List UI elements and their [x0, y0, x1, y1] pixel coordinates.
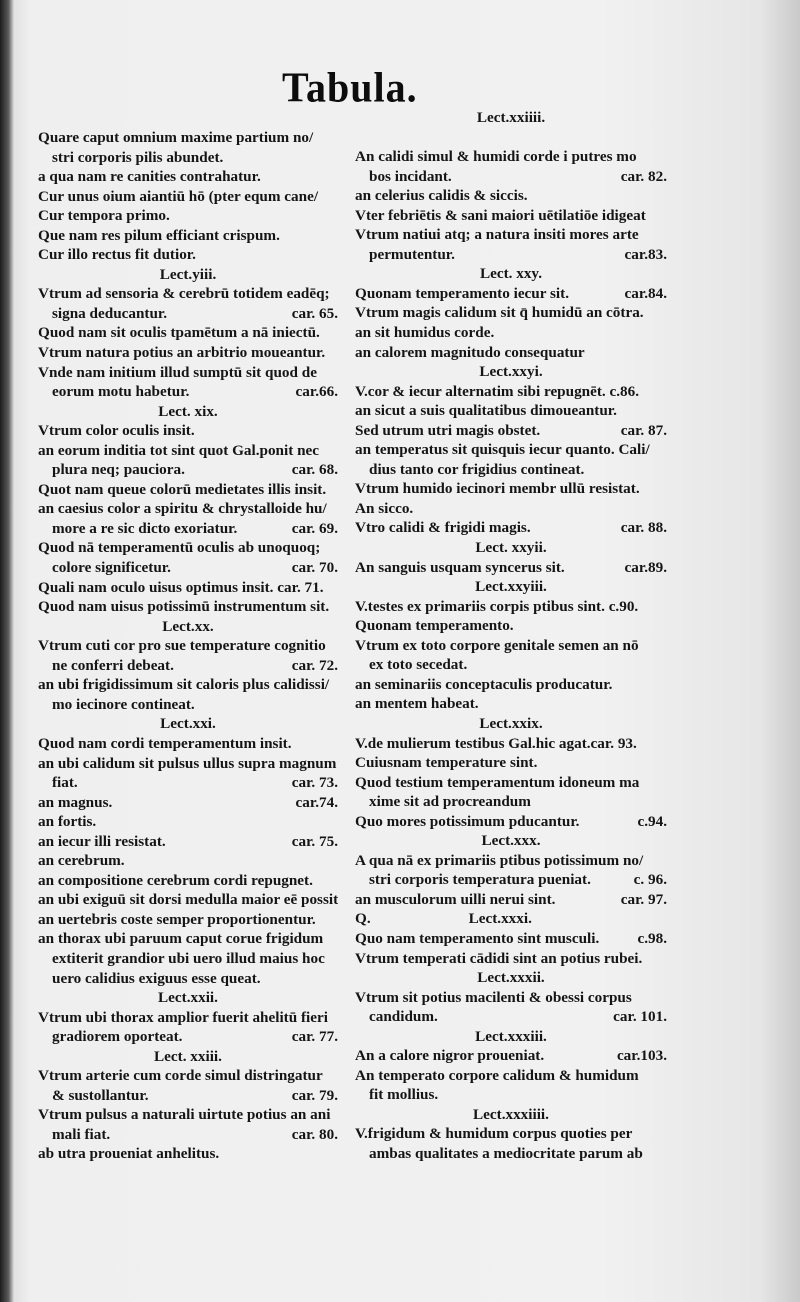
- index-entry: [38, 343, 338, 363]
- entry-text: An calidi simul & humidi corde i putres mo: [355, 148, 637, 166]
- index-entry: [38, 304, 338, 324]
- entry-text: an iecur illi resistat.: [38, 832, 166, 850]
- entry-text: & sustollantur.: [52, 1086, 149, 1104]
- index-entry: [38, 245, 338, 265]
- entry-text: Vtrum magis calidum sit q̄ humidū an cōtra.: [355, 304, 644, 322]
- index-entry: [38, 128, 338, 148]
- right-column: [355, 108, 667, 1164]
- entry-text: mali fiat.: [52, 1125, 111, 1143]
- lecture-heading: [355, 968, 667, 988]
- lecture-heading: [38, 1047, 338, 1067]
- index-entry: [38, 480, 338, 500]
- entry-text: an calorem magnitudo consequatur: [355, 343, 585, 361]
- page-reference: car. 80.: [291, 1125, 338, 1143]
- entry-text: An temperato corpore calidum & humidum: [355, 1066, 639, 1084]
- lecture-heading: [38, 988, 338, 1008]
- page-gutter-shadow: [0, 0, 14, 1302]
- index-entry: [355, 949, 667, 969]
- entry-text: Quod nam sit oculis tpamētum a nā iniectū.: [38, 324, 320, 342]
- entry-text: Quot nam queue colorū medietates illis insit.: [38, 480, 327, 498]
- entry-text: Cur illo rectus fit dutior.: [38, 246, 196, 264]
- index-entry: [355, 558, 667, 578]
- page-reference: car. 73.: [291, 774, 338, 792]
- index-entry: [355, 518, 667, 538]
- page-reference: car.74.: [295, 793, 338, 811]
- entry-text: An a calore nigror proueniat.: [355, 1047, 545, 1065]
- page-reference: car. 75.: [291, 832, 338, 850]
- index-entry: [355, 303, 667, 323]
- entry-text: An sicco.: [355, 499, 414, 517]
- page-reference: car.89.: [624, 558, 667, 576]
- entry-text: uero calidius exiguus esse queat.: [52, 969, 261, 987]
- heading-text: Lect. xxyii.: [475, 539, 547, 557]
- entry-text: Vtrum natura potius an arbitrio moueantur.: [38, 344, 326, 362]
- entry-text: Vtrum color oculis insit.: [38, 422, 195, 440]
- heading-text: Lect.xxii.: [158, 989, 218, 1007]
- page-reference: car. 87.: [620, 421, 667, 439]
- index-entry: [355, 675, 667, 695]
- index-entry: [355, 499, 667, 519]
- index-entry: [355, 440, 667, 460]
- page-reference: c.94.: [637, 812, 667, 830]
- heading-text: Lect.xxix.: [479, 714, 543, 732]
- index-entry: [38, 929, 338, 949]
- index-entry: [38, 851, 338, 871]
- index-entry: [355, 616, 667, 636]
- entry-text: Quo mores potissimum pducantur.: [355, 812, 580, 830]
- entry-text: Vtrum arterie cum corde simul distringatur: [38, 1067, 323, 1085]
- entry-text: colore significetur.: [52, 559, 171, 577]
- index-entry: [355, 460, 667, 480]
- index-entry: [38, 460, 338, 480]
- entry-text: An sanguis usquam syncerus sit.: [355, 558, 565, 576]
- index-entry: [355, 636, 667, 656]
- page-title: Tabula.: [282, 63, 418, 112]
- index-entry: [355, 929, 667, 949]
- page-reference: car. 88.: [620, 519, 667, 537]
- index-entry: [355, 186, 667, 206]
- entry-text: V.testes ex primariis corpis ptibus sint. c.90.: [355, 597, 639, 615]
- index-entry: [38, 656, 338, 676]
- entry-text: an sit humidus corde.: [355, 324, 495, 342]
- index-entry: [38, 910, 338, 930]
- page-reference: car. 77.: [291, 1028, 338, 1046]
- index-entry: [355, 597, 667, 617]
- index-entry: [38, 1027, 338, 1047]
- index-entry: [38, 558, 338, 578]
- entry-text: an fortis.: [38, 813, 97, 831]
- entry-text: more a re sic dicto exoriatur.: [52, 519, 238, 537]
- page-reference: car. 69.: [291, 519, 338, 537]
- lecture-heading: Lect.xxxi.: [468, 910, 532, 928]
- index-entry: [38, 421, 338, 441]
- index-entry: [38, 812, 338, 832]
- entry-text: an cerebrum.: [38, 852, 125, 870]
- entry-text: an sicut a suis qualitatibus dimoueantur.: [355, 402, 617, 420]
- entry-text: A qua nā ex primariis ptibus potissimum no/: [355, 851, 644, 869]
- heading-text: Lect.xxi.: [160, 715, 216, 733]
- entry-text: candidum.: [369, 1008, 438, 1026]
- index-entry: [38, 597, 338, 617]
- index-entry: [355, 343, 667, 363]
- entry-text: eorum motu habetur.: [52, 383, 190, 401]
- entry-text: an mentem habeat.: [355, 695, 479, 713]
- heading-text: Lect. xxy.: [479, 265, 542, 283]
- entry-text: Vtrum humido iecinori membr ullū resistat.: [355, 480, 640, 498]
- index-entry: [355, 655, 667, 675]
- page-reference: car. 70.: [291, 559, 338, 577]
- entry-text: an musculorum uilli nerui sint.: [355, 890, 556, 908]
- index-entry: [38, 323, 338, 343]
- lecture-heading: [38, 402, 338, 422]
- lecture-heading: [355, 831, 667, 851]
- entry-text: bos incidant.: [369, 167, 452, 185]
- entry-text: Cur tempora primo.: [38, 207, 170, 225]
- index-entry: [38, 441, 338, 461]
- page-reference: car. 68.: [291, 461, 338, 479]
- index-entry: [38, 363, 338, 383]
- index-entry: [38, 734, 338, 754]
- heading-text: Lect. xix.: [158, 402, 218, 420]
- page-reference: car. 97.: [620, 890, 667, 908]
- entry-text: an ubi calidum sit pulsus ullus supra magnum: [38, 754, 337, 772]
- index-entry: [355, 323, 667, 343]
- index-entry: [38, 519, 338, 539]
- index-entry: [38, 754, 338, 774]
- heading-text: Lect.yiii.: [159, 265, 217, 283]
- page-reference: car. 72.: [291, 656, 338, 674]
- index-entry: [355, 870, 667, 890]
- entry-text: Que nam res pilum efficiant crispum.: [38, 226, 280, 244]
- entry-text: Quonam temperamento iecur sit.: [355, 284, 569, 302]
- entry-text: V.frigidum & humidum corpus quoties per: [355, 1125, 633, 1143]
- entry-text: Cur unus oium aiantiū hō (pter equm cane/: [38, 187, 319, 205]
- index-entry: [38, 1086, 338, 1106]
- index-entry: [355, 773, 667, 793]
- index-entry: [38, 284, 338, 304]
- index-entry: [355, 225, 667, 245]
- index-entry: [38, 890, 338, 910]
- entry-text: mo iecinore contineat.: [52, 695, 195, 713]
- lecture-heading: [355, 1027, 667, 1047]
- index-entry: [38, 148, 338, 168]
- heading-text: Lect.xxyiii.: [475, 578, 547, 596]
- index-entry: [38, 636, 338, 656]
- entry-text: Vtrum ubi thorax amplior fuerit ahelitū fieri: [38, 1008, 328, 1026]
- entry-text: an thorax ubi paruum caput corue frigidum: [38, 930, 324, 948]
- entry-text: an celerius calidis & siccis.: [355, 187, 528, 205]
- page-reference: car. 65.: [291, 304, 338, 322]
- page-reference: car.83.: [624, 245, 667, 263]
- entry-text: extiterit grandior ubi uero illud maius hoc: [52, 949, 325, 967]
- entry-text: Vtrum ad sensoria & cerebrū totidem eadēq;: [38, 285, 330, 303]
- index-entry: [38, 1125, 338, 1145]
- index-entry: [355, 734, 667, 754]
- index-entry: [38, 187, 338, 207]
- index-entry: [355, 1124, 667, 1144]
- index-entry: [355, 1085, 667, 1105]
- entry-text: Quod nā temperamentū oculis ab unoquoq;: [38, 539, 321, 557]
- index-entry: [38, 695, 338, 715]
- index-entry: [38, 167, 338, 187]
- lecture-heading: [38, 265, 338, 285]
- entry-text: Vtrum pulsus a naturali uirtute potius an ani: [38, 1106, 331, 1124]
- index-entry: [38, 1144, 338, 1164]
- index-entry: [355, 1066, 667, 1086]
- entry-text: a qua nam re canities contrahatur.: [38, 168, 261, 186]
- entry-text: an ubi frigidissimum sit caloris plus calidissi/: [38, 676, 330, 694]
- index-entry: [355, 382, 667, 402]
- entry-text: Cuiusnam temperature sint.: [355, 754, 538, 772]
- entry-text: Quali nam oculo uisus optimus insit. car. 71.: [38, 578, 324, 596]
- index-entry: [355, 1046, 667, 1066]
- entry-text: xime sit ad procreandum: [369, 793, 531, 811]
- lecture-heading: [355, 108, 667, 128]
- index-entry: [355, 479, 667, 499]
- entry-text: ambas qualitates a mediocritate parum ab: [369, 1144, 643, 1162]
- heading-text: Lect.xx.: [162, 617, 214, 635]
- heading-text: Lect.xxiiii.: [476, 109, 546, 126]
- index-entry: [355, 245, 667, 265]
- heading-text: Lect.xxxiiii.: [473, 1105, 549, 1123]
- entry-text: Quare caput omnium maxime partium no/: [38, 129, 314, 146]
- entry-text: fiat.: [52, 774, 78, 792]
- index-entry: [38, 1008, 338, 1028]
- entry-text: an caesius color a spiritu & chrystalloide hu/: [38, 500, 327, 518]
- entry-text: Vter febriētis & sani maiori uētilatiōe idigeat: [355, 206, 646, 224]
- index-entry: [355, 128, 667, 148]
- heading-text: Lect.xxyi.: [479, 363, 543, 381]
- entry-text: gradiorem oporteat.: [52, 1028, 183, 1046]
- page-reference: c.98.: [637, 929, 667, 947]
- entry-text: an uertebris coste semper proportionentur.: [38, 910, 316, 928]
- index-entry: [38, 538, 338, 558]
- entry-text: permutentur.: [369, 245, 455, 263]
- entry-text: an magnus.: [38, 793, 113, 811]
- index-entry: [355, 421, 667, 441]
- index-entry: [38, 1105, 338, 1125]
- entry-text: an seminariis conceptaculis producatur.: [355, 675, 613, 693]
- entry-text: an temperatus sit quisquis iecur quanto. Cali/: [355, 441, 650, 459]
- page-reference: car.84.: [624, 284, 667, 302]
- entry-text: Vtrum temperati cādidi sint an potius rubei.: [355, 949, 643, 967]
- entry-text: plura neq; pauciora.: [52, 461, 185, 479]
- page-reference: car. 82.: [620, 167, 667, 185]
- index-entry: [355, 694, 667, 714]
- index-entry: [355, 401, 667, 421]
- lecture-heading: [355, 1105, 667, 1125]
- index-entry: [355, 909, 667, 929]
- lecture-heading: [38, 714, 338, 734]
- index-entry: [355, 147, 667, 167]
- entry-text: V.de mulierum testibus Gal.hic agat.car. 93.: [355, 734, 637, 752]
- lecture-heading: [355, 577, 667, 597]
- entry-text: stri corporis temperatura pueniat.: [369, 871, 591, 889]
- index-entry: [38, 871, 338, 891]
- entry-text: ne conferri debeat.: [52, 656, 174, 674]
- lecture-heading: [38, 617, 338, 637]
- entry-text: signa deducantur.: [52, 304, 168, 322]
- index-entry: [38, 226, 338, 246]
- index-entry: [38, 499, 338, 519]
- index-entry: [355, 1144, 667, 1164]
- index-entry: [38, 969, 338, 989]
- index-entry: [355, 753, 667, 773]
- lecture-heading: [355, 538, 667, 558]
- index-entry: [355, 812, 667, 832]
- lecture-heading: [355, 362, 667, 382]
- index-entry: [38, 382, 338, 402]
- entry-text: Vtrum cuti cor pro sue temperature cognitio: [38, 637, 326, 655]
- heading-text: Lect.xxxiii.: [475, 1027, 547, 1045]
- index-entry: [355, 206, 667, 226]
- entry-text: an eorum inditia tot sint quot Gal.ponit nec: [38, 441, 319, 459]
- entry-text: Vnde nam initium illud sumptū sit quod de: [38, 363, 317, 381]
- page-reference: c. 96.: [633, 871, 667, 889]
- index-entry: [355, 890, 667, 910]
- entry-text: Q.: [355, 910, 371, 928]
- entry-text: ab utra proueniat anhelitus.: [38, 1145, 220, 1163]
- heading-text: Lect. xxiii.: [154, 1047, 222, 1065]
- entry-text: Vtrum ex toto corpore genitale semen an nō: [355, 636, 639, 654]
- index-entry: [38, 1066, 338, 1086]
- entry-text: V.cor & iecur alternatim sibi repugnēt. c.86.: [355, 382, 640, 400]
- entry-text: Quo nam temperamento sint musculi.: [355, 929, 600, 947]
- page-reference: car.103.: [616, 1047, 667, 1065]
- index-entry: [355, 988, 667, 1008]
- index-entry: [355, 792, 667, 812]
- entry-text: Quod nam uisus potissimū instrumentum sit.: [38, 598, 330, 616]
- page-reference: car. 101.: [613, 1008, 667, 1026]
- entry-text: an ubi exiguū sit dorsi medulla maior eē possit: [38, 891, 338, 909]
- page-reference: car. 79.: [291, 1086, 338, 1104]
- left-column: [38, 128, 338, 1164]
- index-entry: [38, 206, 338, 226]
- heading-text: Lect.xxx.: [481, 832, 541, 850]
- entry-text: dius tanto cor frigidius contineat.: [369, 460, 585, 478]
- entry-text: fit mollius.: [369, 1086, 439, 1104]
- index-entry: [38, 578, 338, 598]
- entry-text: ex toto secedat.: [369, 656, 468, 674]
- entry-text: Vtrum sit potius macilenti & obessi corpus: [355, 988, 632, 1006]
- entry-text: Sed utrum utri magis obstet.: [355, 421, 541, 439]
- entry-text: Quonam temperamento.: [355, 617, 514, 635]
- index-entry: [355, 1007, 667, 1027]
- page-reference: car.66.: [295, 383, 338, 401]
- entry-text: Quod nam cordi temperamentum insit.: [38, 734, 292, 752]
- entry-text: stri corporis pilis abundet.: [52, 148, 224, 166]
- entry-text: Vtrum natiui atq; a natura insiti mores arte: [355, 226, 639, 244]
- lecture-heading: [355, 264, 667, 284]
- index-entry: [38, 675, 338, 695]
- index-entry: [355, 851, 667, 871]
- index-entry: [38, 949, 338, 969]
- heading-text: Lect.xxxii.: [477, 969, 545, 987]
- index-entry: [355, 167, 667, 187]
- entry-text: an compositione cerebrum cordi repugnet.: [38, 871, 313, 889]
- index-entry: [38, 793, 338, 813]
- index-entry: [38, 773, 338, 793]
- lecture-heading: [355, 714, 667, 734]
- entry-text: Vtro calidi & frigidi magis.: [355, 519, 531, 537]
- index-entry: [355, 284, 667, 304]
- index-entry: [38, 832, 338, 852]
- entry-text: Quod testium temperamentum idoneum ma: [355, 773, 640, 791]
